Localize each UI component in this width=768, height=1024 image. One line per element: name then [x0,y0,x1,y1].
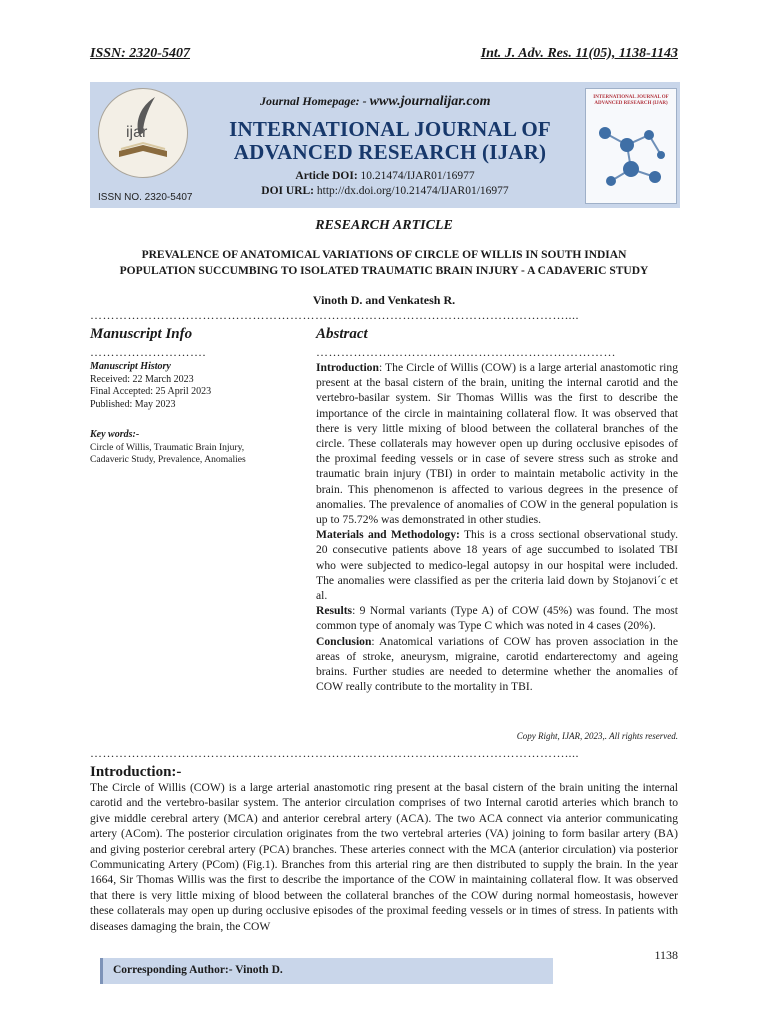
homepage-label: Journal Homepage: - [260,94,367,108]
abstract-conclusion-text: : Anatomical variations of COW has proven association in the areas of stroke, aneurysm, migraine, carotid endarterectomy and ageing brains. Further studies are needed to determine whether the anomalies of COW really contribute to the mortality in TBI. [316,634,678,694]
abstract-conclusion [316,634,678,695]
article-doi-value: 10.21474/IJAR01/16977 [360,170,475,182]
divider-left: ………………………. [90,345,206,359]
homepage-link[interactable]: www.journalijar.com [369,94,491,109]
corresponding-author-box [100,958,553,984]
paper-title [80,247,688,279]
page-number: 1138 [654,948,678,962]
keywords-label: Key words:- [90,429,140,440]
abstract-body [316,360,678,694]
abstract-results-label: Results [316,604,353,618]
molecule-icon [591,115,671,199]
corresponding-author: Corresponding Author:- Vinoth D. [113,964,283,976]
journal-title-line2: ADVANCED RESEARCH (IJAR) [233,140,547,164]
copyright-notice: Copy Right, IJAR, 2023,. All rights reserved. [516,731,678,741]
divider-bottom: …………………………………………………………………………………………………….... [90,746,579,760]
abstract-results [316,603,678,633]
journal-title-line1: INTERNATIONAL JOURNAL OF [229,117,551,141]
abstract-conclusion-label: Conclusion [316,634,372,648]
paper-title-line2: POPULATION SUCCUMBING TO ISOLATED TRAUMATIC BRAIN INJURY - A CADAVERIC STUDY [119,265,649,277]
introduction-body: The Circle of Willis (COW) is a large arterial anastomotic ring present at the basal cistern of the brain uniting the internal carotid and the vertebro-basilar system. The anterior circulation comprises of two Internal carotid arteries which branch to give middle cerebral artery (MCA) and anterior cerebral artery (ACA). The two ACA connect via anterior communicating artery (ACom). The posterior circulation originates from the two vertebral arteries (VA) joining to form basilar artery (BA) and giving posterior cerebral artery (PCA) branches. These arteries connect with the MCA (anterior circulation) via posterior Communicating Artery (PCom) (Fig.1). Branches from this arterial ring are then distributed to supply the brain. In the year 1664, Sir Thomas Willis was the first to describe the importance of the COW in maintaining collateral flow. It was observed that there is very little mixing of blood between the collateral branches of the COW during normal homeostasis, however these collaterals may open up during occlusive episodes of the proximal feeding vessels or in times of stress. In patients with diseases damaging the brain, the COW [90,781,678,933]
abstract-intro-label: Introduction [316,361,379,374]
manuscript-info-heading: Manuscript Info [90,326,193,342]
logo-issn: ISSN NO. 2320-5407 [98,192,193,203]
doi-url-label: DOI URL: [261,185,315,197]
abstract-results-text: : 9 Normal variants (Type A) of COW (45%) was found. The most common type of anomaly was Type C which was noted in 4 cases (20%). [316,604,678,633]
introduction-heading: Introduction:- [90,764,182,780]
article-doi-label: Article DOI: [295,170,358,182]
article-type: RESEARCH ARTICLE [315,218,453,233]
authors: Vinoth D. and Venkatesh R. [312,293,456,307]
manuscript-history [90,361,211,411]
abstract-methods-label: Materials and Methodology: [316,528,460,542]
keywords-list: Circle of Willis, Traumatic Brain Injury, Cadaveric Study, Prevalence, Anomalies [90,441,246,465]
cover-title: INTERNATIONAL JOURNAL OF ADVANCED RESEARCH (IJAR) [593,95,669,106]
doi-url-link[interactable]: http://dx.doi.org/10.21474/IJAR01/16977 [316,185,509,197]
published-date: Published: May 2023 [90,398,176,410]
logo-text: ijar [126,124,148,141]
abstract-intro-text: : The Circle of Willis (COW) is a large arterial anastomotic ring present at the basal cistern of the brain, uniting the internal carotid and the vertebro-basilar system. Sir Thomas Willis was the first to describe the importance of the circle in maintaining collateral flow. It was observed that there is very little mixing of blood between the collateral branches of the circle. These collaterals may however open up during occlusive episodes of the proximal feeding vessels or in case of severe stress such as stroke and traumatic brain injury (TBI) in order to maintain metabolic activity in the brain. This phenomenon is affected to various degrees in the presence of anomalies. The prevalence of anomalies of COW in the general population is up to 75.72% was demonstrated in other studies. [316,361,678,527]
abstract-methods [316,527,678,603]
abstract-introduction [316,360,678,527]
divider-top: …………………………………………………………………………………………………….... [90,308,579,322]
journal-title [218,118,562,164]
journal-banner [90,82,680,208]
citation-header: Int. J. Adv. Res. 11(05), 1138-1143 [480,46,678,61]
abstract-heading: Abstract [316,326,368,342]
journal-cover-image [585,88,677,204]
keywords [90,429,280,467]
issn-header: ISSN: 2320-5407 [90,46,190,61]
received-date: Received: 22 March 2023 [90,373,194,385]
paper-title-line1: PREVALENCE OF ANATOMICAL VARIATIONS OF CIRCLE OF WILLIS IN SOUTH INDIAN [141,249,627,261]
accepted-date: Final Accepted: 25 April 2023 [90,386,212,397]
divider-right: ……………………………………………………………… [316,345,616,359]
manuscript-history-label: Manuscript History [90,361,171,372]
abstract-methods-text: This is a cross sectional observational study. 20 consecutive patients above 18 years of age succumbed to isolated TBI who were subjected to medico-legal autopsy in our hospital were included. The anomalies were classified as per the criteria laid down by Stojanovi´c et al. [316,528,678,603]
journal-homepage [260,94,491,110]
